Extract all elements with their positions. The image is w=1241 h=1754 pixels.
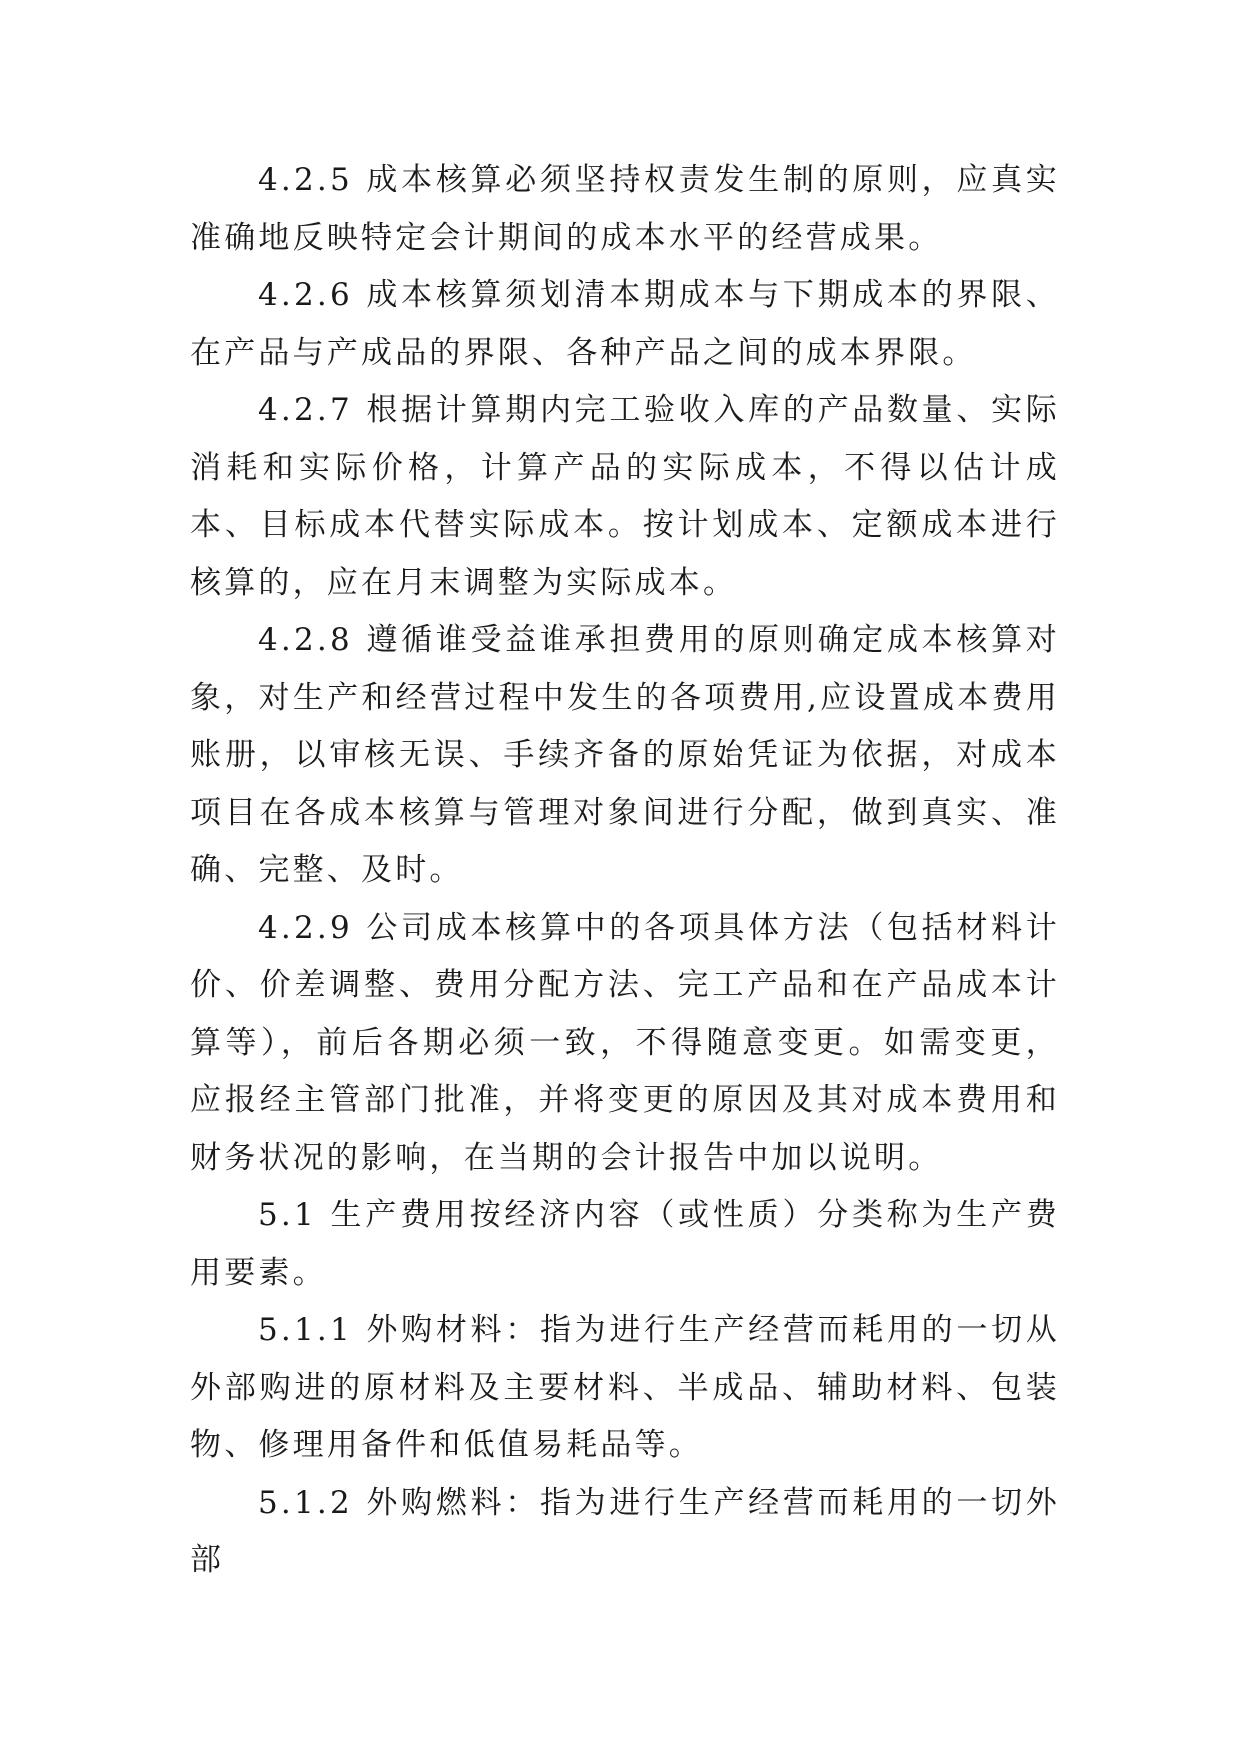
paragraph-4-2-9: 4.2.9 公司成本核算中的各项具体方法（包括材料计价、价差调整、费用分配方法、完工产品和在产品成本计算等），前后各期必须一致，不得随意变更。如需变更，应报经主管部门批准，并将变更的原因及其对成本费用和财务状况的影响，在当期的会计报告中加以说明。 [190,909,1060,1176]
document-body [190,152,1060,1590]
paragraph-4-2-6: 4.2.6 成本核算须划清本期成本与下期成本的界限、在产品与产成品的界限、各种产品之间的成本界限。 [190,277,1060,371]
paragraph-4-2-5: 4.2.5 成本核算必须坚持权责发生制的原则，应真实准确地反映特定会计期间的成本水平的经营成果。 [190,162,1060,256]
paragraph-5-1-2: 5.1.2 外购燃料：指为进行生产经营而耗用的一切外部 [190,1484,1060,1578]
paragraph-4-2-7: 4.2.7 根据计算期内完工验收入库的产品数量、实际消耗和实际价格，计算产品的实际成本，不得以估计成本、目标成本代替实际成本。按计划成本、定额成本进行核算的，应在月末调整为实际成本。 [190,392,1060,601]
paragraph-5-1-1: 5.1.1 外购材料：指为进行生产经营而耗用的一切从外部购进的原材料及主要材料、半成品、辅助材料、包装物、修理用备件和低值易耗品等。 [190,1312,1060,1463]
paragraph-5-1: 5.1 生产费用按经济内容（或性质）分类称为生产费用要素。 [190,1197,1060,1291]
paragraph-4-2-8: 4.2.8 遵循谁受益谁承担费用的原则确定成本核算对象，对生产和经营过程中发生的各项费用,应设置成本费用账册，以审核无误、手续齐备的原始凭证为依据，对成本项目在各成本核算与管理对象间进行分配，做到真实、准确、完整、及时。 [190,622,1060,888]
